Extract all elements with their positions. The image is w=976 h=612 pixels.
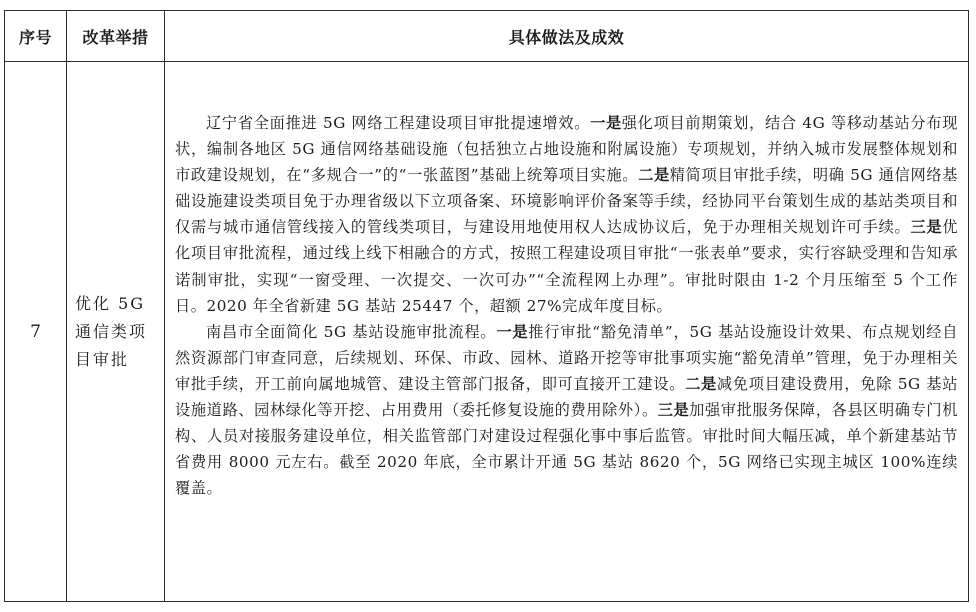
paragraph-text: 减免项目建设费用，免除 5G 基站设施道路、园林绿化等开挖、占用费用（委托修复设施的费用除外）。 <box>175 374 958 420</box>
emphasis-marker: 二是 <box>685 374 717 393</box>
emphasis-marker: 二是 <box>638 166 670 185</box>
paragraph-text: 辽宁省全面推进 5G 网络工程建设项目审批提速增效。 <box>206 114 591 132</box>
paragraph-text: 加强审批服务保障，各县区明确专门机构、人员对接服务建设单位，相关监管部门对建设过程强化事中事后监管。审批时间大幅压减，单个新建基站节省费用 8000 元左右。截至 2020 年底，全市累计开通 5G 基站 8620 个，5G 网络已实现主城区 100%连续覆盖。 <box>175 401 958 498</box>
header-no: 序号 <box>5 11 67 62</box>
header-measure: 改革举措 <box>67 11 165 62</box>
row-number: 7 <box>5 62 67 602</box>
paragraph-text: 推行审批“豁免清单”，5G 基站设施设计效果、布点规划经自然资源部门审查同意，后续规划、环保、市政、园林、道路开挖等审批事项实施“豁免清单”管理，免于办理相关审批手续，开工前向属地城管、建设主管部门报备，即可直接开工建设。 <box>175 322 958 393</box>
header-detail: 具体做法及成效 <box>165 11 969 62</box>
emphasis-marker: 一是 <box>496 322 529 341</box>
paragraph-text: 精简项目审批手续，明确 5G 通信网络基础设施建设类项目免于办理省级以下立项备案、环境影响评价备案等手续，经协同平台策划生成的基站类项目和仅需与城市通信管线接入的管线类项目，与建设用地使用权人达成协议后，免于办理相关规划许可手续。 <box>175 166 958 237</box>
emphasis-marker: 三是 <box>910 218 943 237</box>
detail-cell <box>165 62 969 602</box>
reform-measure-name: 优化 5G 通信类项目审批 <box>67 62 165 602</box>
reform-measures-table <box>4 10 969 602</box>
paragraph-text: 优化项目审批流程，通过线上线下相融合的方式，按照工程建设项目审批“一张表单”要求，实行容缺受理和告知承诺制审批，实现“一窗受理、一次提交、一次可办”“全流程网上办理”。审批时限由 1-2 个月压缩至 5 个工作日。2020 年全省新建 5G 基站 25447 个，超额 27%完成年度目标。 <box>175 218 958 315</box>
emphasis-marker: 三是 <box>657 401 690 420</box>
table-row <box>5 62 969 602</box>
emphasis-marker: 一是 <box>590 114 622 132</box>
nanchang-paragraph <box>175 319 958 502</box>
liaoning-paragraph <box>175 110 958 319</box>
paragraph-text: 南昌市全面简化 5G 基站设施审批流程。 <box>206 322 497 341</box>
header-row <box>5 11 969 62</box>
paragraph-text: 强化项目前期策划，结合 4G 等移动基站分布现状，编制各地区 5G 通信网络基础设施（包括独立占地设施和附属设施）专项规划，并纳入城市发展整体规划和市政建设规划，在“多规合一”的“一张蓝图”基础上统筹项目实施。 <box>175 114 958 185</box>
